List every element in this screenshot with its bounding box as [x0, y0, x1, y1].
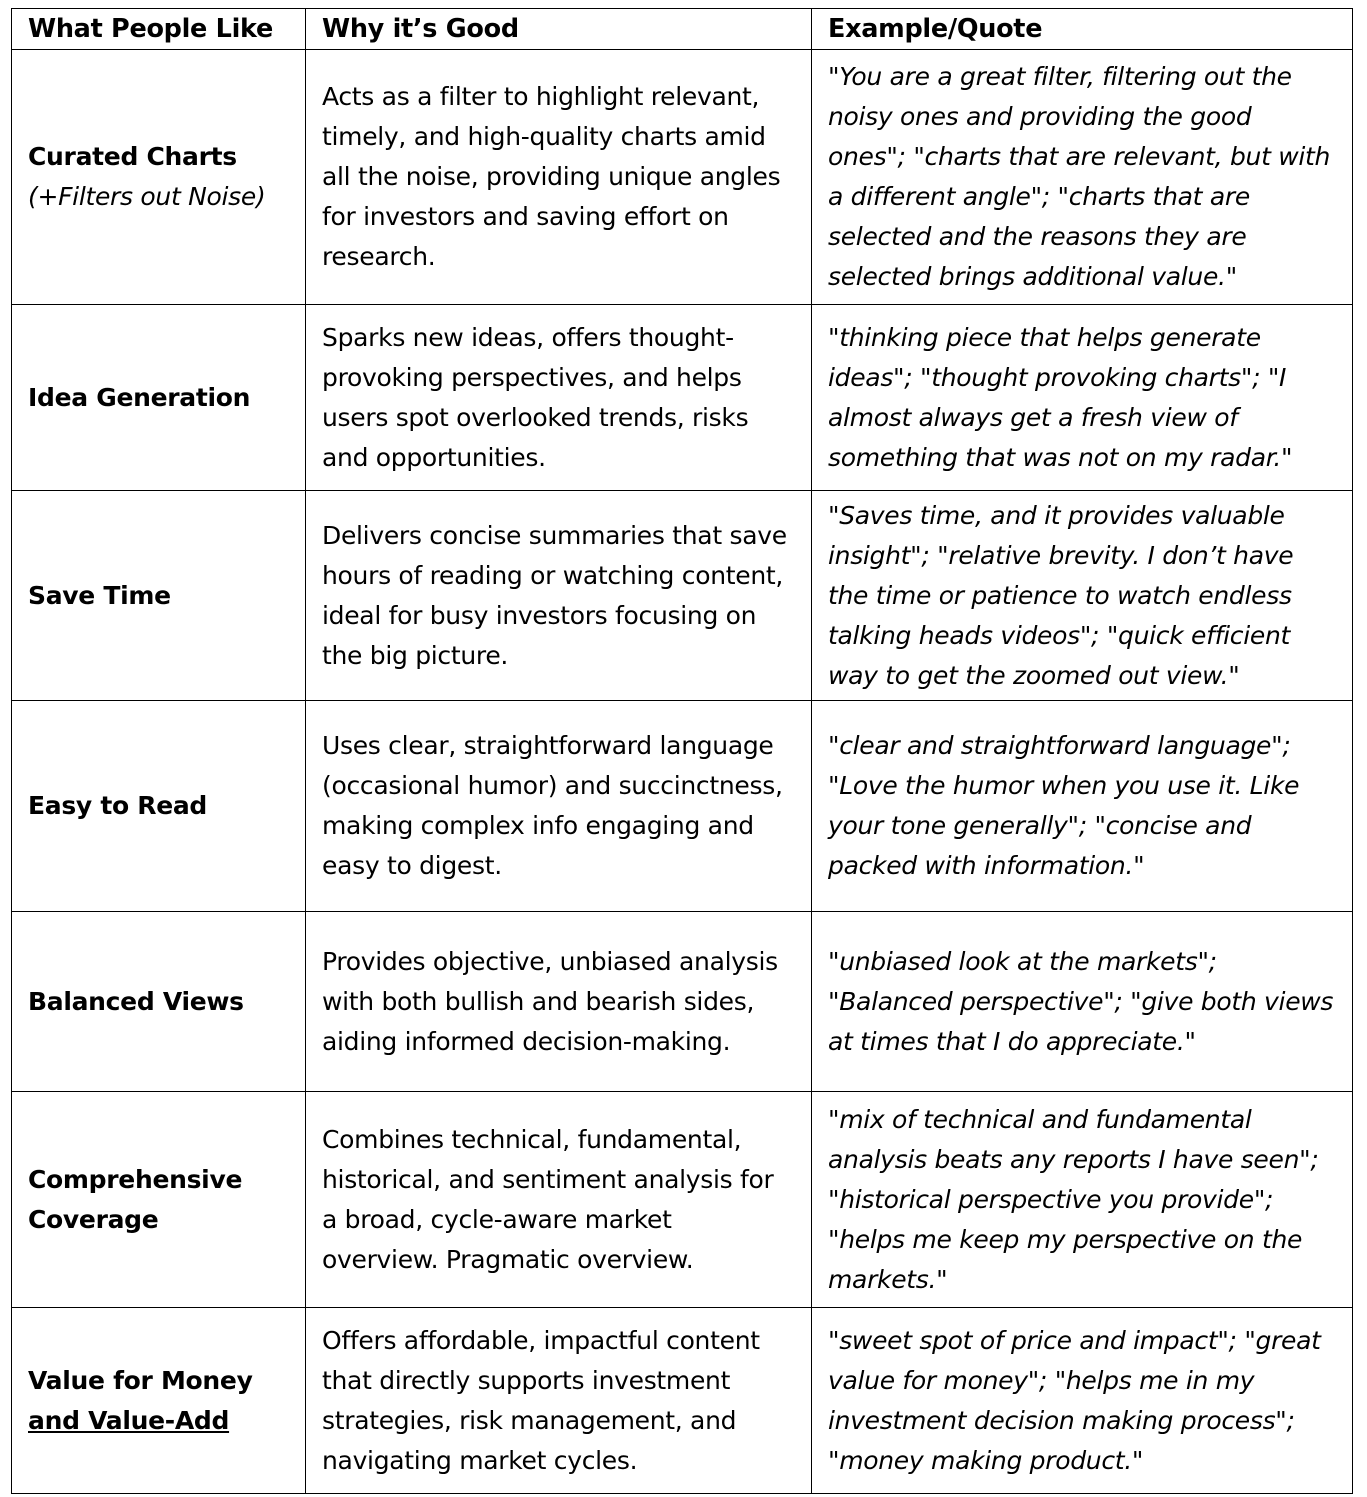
table-row	[12, 1092, 1353, 1308]
why-cell: Acts as a filter to highlight relevant, timely, and high-quality charts amid all the noise, providing unique angles for investors and saving effort on research.	[306, 50, 812, 305]
why-cell: Offers affordable, impactful content that directly supports investment strategies, risk management, and navigating market cycles.	[306, 1308, 812, 1494]
table-row	[12, 1308, 1353, 1494]
feedback-table	[11, 8, 1353, 1494]
like-cell: Easy to Read	[12, 701, 306, 912]
table-row	[12, 50, 1353, 305]
like-title-line2: and Value-Add	[28, 1405, 230, 1435]
header-example-quote: Example/Quote	[812, 9, 1353, 50]
like-cell: Balanced Views	[12, 912, 306, 1092]
why-cell: Combines technical, fundamental, historical, and sentiment analysis for a broad, cycle-aware market overview. Pragmatic overview.	[306, 1092, 812, 1308]
quote-cell: "unbiased look at the markets"; "Balanced perspective"; "give both views at times that I do appreciate."	[812, 912, 1353, 1092]
why-cell: Provides objective, unbiased analysis with both bullish and bearish sides, aiding informed decision-making.	[306, 912, 812, 1092]
quote-cell: "clear and straightforward language"; "Love the humor when you use it. Like your tone generally"; "concise and packed with information."	[812, 701, 1353, 912]
quote-cell: "mix of technical and fundamental analysis beats any reports I have seen"; "historical perspective you provide"; "helps me keep my perspective on the markets."	[812, 1092, 1353, 1308]
header-why-its-good: Why it’s Good	[306, 9, 812, 50]
quote-cell: "You are a great filter, filtering out the noisy ones and providing the good ones"; "charts that are relevant, but with a different angle"; "charts that are selected and the reasons they are selected brings additional value."	[812, 50, 1353, 305]
like-cell: Save Time	[12, 491, 306, 701]
like-subtitle: (+Filters out Noise)	[28, 182, 266, 211]
like-cell	[12, 1308, 306, 1494]
like-cell: Idea Generation	[12, 305, 306, 491]
why-cell: Uses clear, straightforward language (occasional humor) and succinctness, making complex info engaging and easy to digest.	[306, 701, 812, 912]
quote-cell: "Saves time, and it provides valuable insight"; "relative brevity. I don’t have the time or patience to watch endless talking heads videos"; "quick efficient way to get the zoomed out view."	[812, 491, 1353, 701]
table-row	[12, 912, 1353, 1092]
like-cell	[12, 50, 306, 305]
table-row	[12, 701, 1353, 912]
header-row	[12, 9, 1353, 50]
table-row	[12, 491, 1353, 701]
quote-cell: "thinking piece that helps generate ideas"; "thought provoking charts"; "I almost always get a fresh view of something that was not on my radar."	[812, 305, 1353, 491]
header-what-people-like: What People Like	[12, 9, 306, 50]
why-cell: Sparks new ideas, offers thought-provoking perspectives, and helps users spot overlooked trends, risks and opportunities.	[306, 305, 812, 491]
why-cell: Delivers concise summaries that save hours of reading or watching content, ideal for busy investors focusing on the big picture.	[306, 491, 812, 701]
quote-cell: "sweet spot of price and impact"; "great value for money"; "helps me in my investment decision making process"; "money making product."	[812, 1308, 1353, 1494]
table-row	[12, 305, 1353, 491]
like-title: Value for Money	[28, 1365, 253, 1395]
like-cell: Comprehensive Coverage	[12, 1092, 306, 1308]
like-title: Curated Charts	[28, 142, 237, 171]
